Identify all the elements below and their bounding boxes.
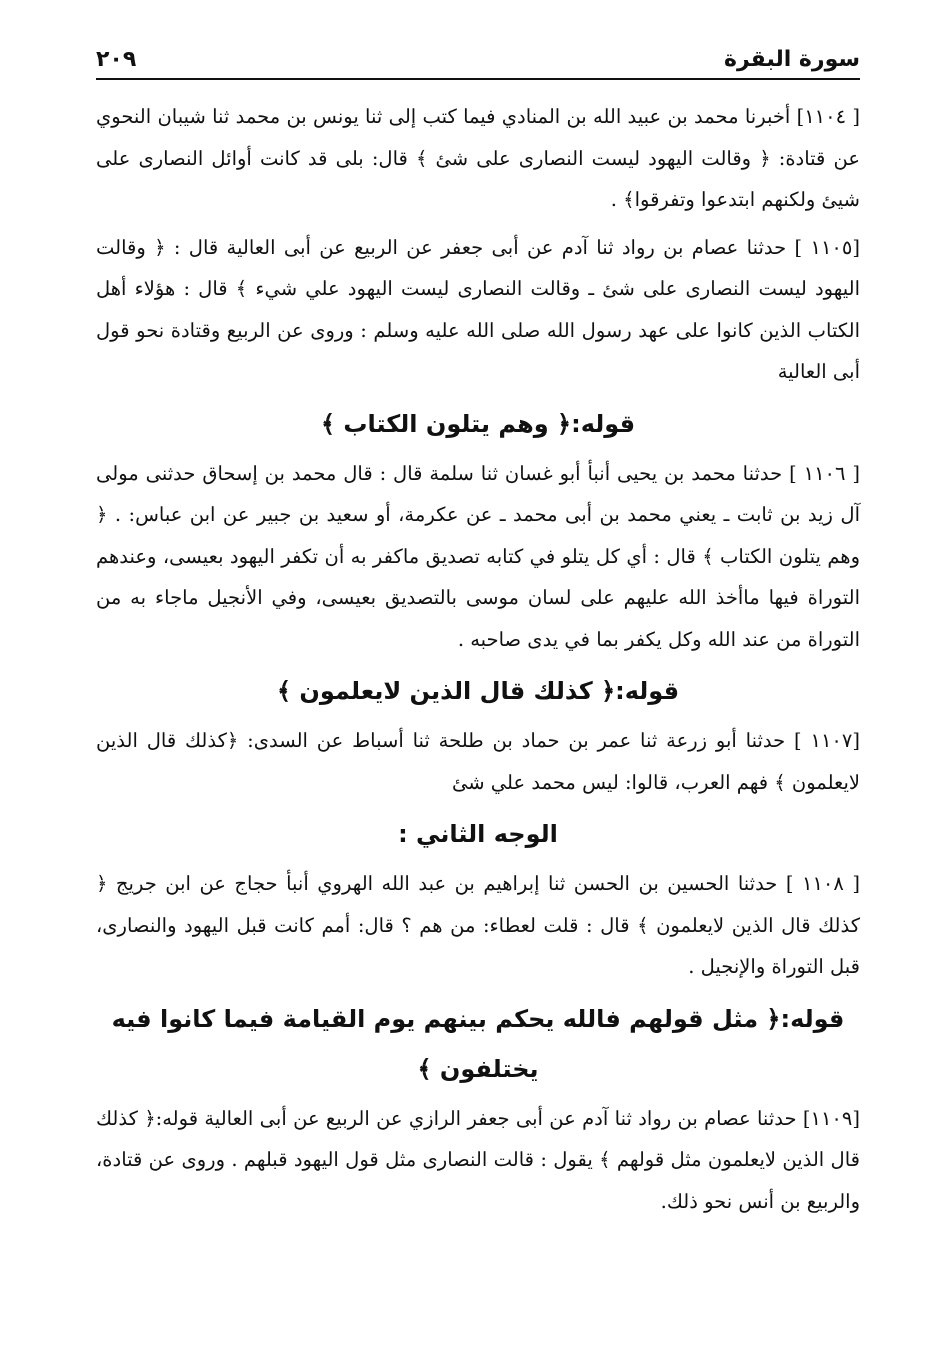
narration-1104: [ ١١٠٤] أخبرنا محمد بن عبيد الله بن المنادي فيما كتب إلى ثنا يونس بن محمد ثنا شيبان النحوي عن قتادة: ﴿ وقالت اليهود ليست النصارى على شئ ﴾ قال: بلى قد كانت أوائل النصارى على شيئ ولكنهم ابتدعوا وتفرقوا﴾ . [96,105,860,211]
surah-title: سورة البقرة [723,47,860,72]
page-body [96,96,860,1228]
narration-1108: [ ١١٠٨ ] حدثنا الحسين بن الحسن ثنا إبراهيم بن عبد الله الهروي أنبأ حجاج عن ابن جريج ﴿ كذلك قال الذين لايعلمون ﴾ قال : قلت لعطاء: من هم ؟ قال: أمم كانت قبل اليهود والنصارى، قبل التوراة والإنجيل . [96,872,860,978]
narration-1106: [ ١١٠٦ ] حدثنا محمد بن يحيى أنبأ أبو غسان ثنا سلمة قال : قال محمد بن إسحاق حدثنى مولى آل زيد بن ثابت ـ يعني محمد بن أبى محمد ـ عن عكرمة، أو سعيد بن جبير عن ابن عباس: . ﴿ وهم يتلون الكتاب ﴾ قال : أي كل يتلو في كتابه تصديق ماكفر به أن تكفر اليهود بعيسى، وعندهم التوراة فيها ماأخذ الله عليهم على لسان موسى بالتصديق بعيسى، وفي الأنجيل ماجاء به من التوراة من عند الله وكل يكفر بما في يدى صاحبه . [96,461,860,651]
section-heading: قوله:﴿ كذلك قال الذين لايعلمون ﴾ [276,677,680,705]
running-header [96,32,860,80]
narration-1107: [١١٠٧ ] حدثنا أبو زرعة ثنا عمر بن حماد بن طلحة ثنا أسباط عن السدى: ﴿كذلك قال الذين لايعلمون ﴾ فهم العرب، قالوا: ليس محمد علي شئ [96,729,860,794]
section-heading: قوله:﴿ وهم يتلون الكتاب ﴾ [320,409,636,438]
section-heading: الوجه الثاني : [398,820,558,848]
page-number: ٢٠٩ [96,47,137,72]
narration-1105: [١١٠٥ ] حدثنا عصام بن رواد ثنا آدم عن أبى جعفر عن الربيع عن أبى العالية قال : ﴿ وقالت اليهود ليست النصارى على شئ ـ وقالت النصارى ليست اليهود علي شيء ﴾ قال : هؤلاء أهل الكتاب الذين كانوا على عهد رسول الله صلى الله عليه وسلم : وروى عن الربيع وقتادة نحو قول أبى العالية [96,235,860,383]
section-heading: قوله:﴿ مثل قولهم فالله يحكم بينهم يوم القيامة فيما كانوا فيه يختلفون ﴾ [111,1004,845,1083]
narration-1109: [١١٠٩] حدثنا عصام بن رواد ثنا آدم عن أبى جعفر الرازي عن الربيع عن أبى العالية قوله:﴿ كذلك قال الذين لايعلمون مثل قولهم ﴾ يقول : قالت النصارى مثل قول اليهود قبلهم . وروى عن قتادة، والربيع بن أنس نحو ذلك. [96,1106,860,1213]
